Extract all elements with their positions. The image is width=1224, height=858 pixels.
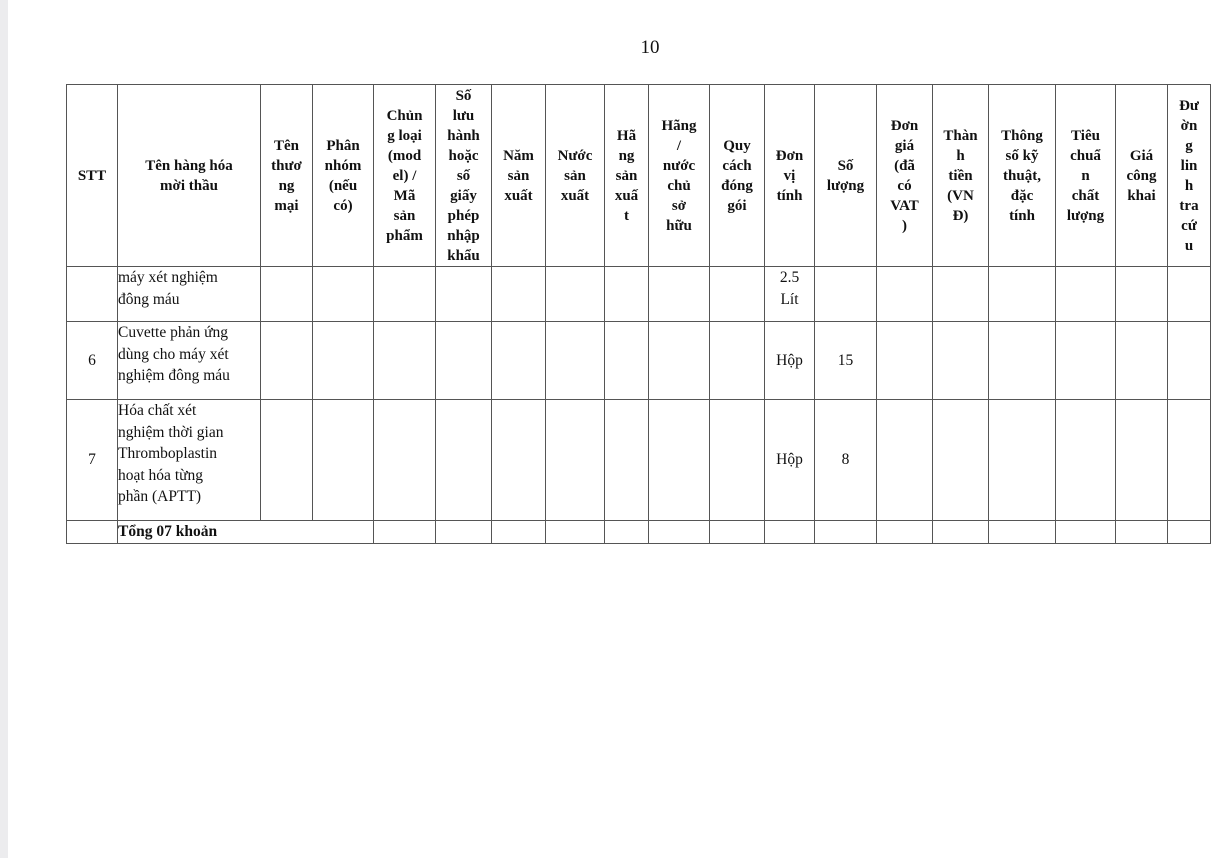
text-line: chủ bbox=[667, 177, 691, 194]
empty-cell bbox=[492, 521, 546, 544]
empty-cell bbox=[1116, 322, 1168, 400]
text-line: sản bbox=[615, 167, 638, 184]
empty-cell bbox=[374, 267, 436, 322]
empty-cell bbox=[933, 521, 989, 544]
total-row bbox=[67, 521, 1211, 544]
text-line: chuẩ bbox=[1070, 147, 1101, 164]
empty-cell bbox=[649, 322, 710, 400]
text-line: mại bbox=[274, 197, 299, 214]
unit-cell bbox=[765, 322, 815, 400]
text-line: Quy bbox=[723, 137, 751, 154]
quantity-cell bbox=[815, 267, 877, 322]
text-line: tính bbox=[776, 187, 803, 204]
text-line: Phân bbox=[326, 137, 360, 154]
empty-cell bbox=[649, 267, 710, 322]
text-line: Số bbox=[455, 87, 472, 104]
item-name-cell bbox=[118, 322, 261, 400]
header-cell bbox=[649, 85, 710, 267]
text-line: gói bbox=[727, 197, 747, 214]
text-line: phép bbox=[447, 207, 480, 224]
text-line: Hã bbox=[616, 127, 637, 144]
header-cell bbox=[765, 85, 815, 267]
empty-cell bbox=[933, 400, 989, 521]
text-line: Mã bbox=[393, 187, 416, 204]
text-line: nhóm bbox=[324, 157, 362, 174]
empty-cell bbox=[1056, 400, 1116, 521]
empty-cell bbox=[710, 267, 765, 322]
empty-cell bbox=[605, 521, 649, 544]
stt-cell bbox=[67, 267, 118, 322]
text-line: có) bbox=[333, 197, 353, 214]
header-cell bbox=[313, 85, 374, 267]
stt-cell: 6 bbox=[67, 322, 118, 400]
text-line: đặc bbox=[1010, 187, 1034, 204]
stt-cell: 7 bbox=[67, 400, 118, 521]
text-line: nghiệm đông máu bbox=[118, 367, 230, 384]
text-line: Đư bbox=[1179, 97, 1199, 114]
text-line: giấy bbox=[450, 187, 477, 204]
text-line: n bbox=[1081, 167, 1090, 184]
empty-cell bbox=[492, 267, 546, 322]
text-line: phẩm bbox=[386, 227, 423, 244]
header-cell bbox=[1116, 85, 1168, 267]
unit-cell bbox=[765, 400, 815, 521]
header-cell bbox=[1056, 85, 1116, 267]
text-line: ng bbox=[618, 147, 635, 164]
text-line: ờn bbox=[1180, 117, 1198, 134]
text-line: nước bbox=[662, 157, 696, 174]
text-line: Chủn bbox=[386, 107, 423, 124]
text-line: giá bbox=[894, 137, 915, 154]
table-row bbox=[67, 400, 1211, 521]
text-line: (nếu bbox=[328, 177, 358, 194]
text-line: hành bbox=[447, 127, 480, 144]
empty-cell bbox=[989, 267, 1056, 322]
empty-cell bbox=[1116, 267, 1168, 322]
text-line: Nước bbox=[557, 147, 593, 164]
empty-cell bbox=[374, 322, 436, 400]
header-cell bbox=[436, 85, 492, 267]
table-row bbox=[67, 267, 1211, 322]
text-line: Hãng bbox=[661, 117, 697, 134]
quantity-cell: 15 bbox=[815, 322, 877, 400]
text-line: (mod bbox=[387, 147, 422, 164]
text-line: sản bbox=[564, 167, 586, 184]
empty-cell bbox=[1056, 521, 1116, 544]
text-line: mời thầu bbox=[160, 177, 218, 194]
text-line: số bbox=[456, 167, 471, 184]
empty-cell bbox=[815, 521, 877, 544]
text-line: đông máu bbox=[118, 290, 180, 308]
text-line: vị bbox=[783, 167, 796, 184]
text-line: Thromboplastin bbox=[118, 445, 218, 462]
header-cell bbox=[605, 85, 649, 267]
empty-cell bbox=[436, 400, 492, 521]
text-line: 2.5 bbox=[779, 269, 800, 286]
text-line: g loại bbox=[387, 127, 422, 144]
text-line: Tên bbox=[273, 137, 299, 154]
header-cell bbox=[710, 85, 765, 267]
empty-cell bbox=[989, 521, 1056, 544]
empty-cell bbox=[436, 521, 492, 544]
empty-cell bbox=[313, 267, 374, 322]
empty-cell bbox=[261, 322, 313, 400]
text-line: g bbox=[1185, 137, 1193, 154]
empty-cell bbox=[989, 322, 1056, 400]
text-line: VAT bbox=[890, 197, 919, 214]
text-line: Đ) bbox=[952, 207, 969, 224]
text-line: lượng bbox=[826, 177, 865, 194]
text-line: t bbox=[624, 207, 629, 224]
text-line: Số bbox=[837, 157, 854, 174]
text-line: phần (APTT) bbox=[118, 488, 202, 505]
text-line: nghiệm thời gian bbox=[118, 423, 224, 441]
text-line: chất bbox=[1071, 187, 1100, 204]
quantity-cell: 8 bbox=[815, 400, 877, 521]
text-line: ) bbox=[902, 217, 907, 234]
item-name-cell bbox=[118, 267, 261, 322]
empty-cell bbox=[492, 322, 546, 400]
text-line: (đã bbox=[894, 157, 915, 174]
empty-cell bbox=[710, 322, 765, 400]
header-cell bbox=[933, 85, 989, 267]
text-line: tra bbox=[1179, 197, 1199, 214]
text-line: công bbox=[1126, 167, 1157, 184]
empty-cell bbox=[710, 521, 765, 544]
text-line: xuấ bbox=[614, 187, 639, 204]
text-line: Hộp bbox=[776, 351, 803, 369]
text-line: thươ bbox=[271, 157, 302, 174]
empty-cell bbox=[877, 322, 933, 400]
text-line: có bbox=[897, 177, 912, 194]
table-row bbox=[67, 322, 1211, 400]
empty-cell bbox=[877, 521, 933, 544]
empty-cell bbox=[1056, 267, 1116, 322]
text-line: h bbox=[1184, 177, 1194, 194]
text-line: Tên hàng hóa bbox=[145, 157, 233, 174]
empty-cell bbox=[933, 322, 989, 400]
text-line: tiền bbox=[948, 167, 973, 184]
empty-cell bbox=[1168, 322, 1211, 400]
empty-cell bbox=[989, 400, 1056, 521]
text-line: (VN bbox=[947, 187, 974, 204]
empty-cell bbox=[546, 322, 605, 400]
text-line: sản bbox=[507, 167, 530, 184]
page-number: 10 bbox=[640, 37, 660, 58]
text-line: cứ bbox=[1181, 217, 1197, 234]
text-line: hữu bbox=[666, 217, 692, 234]
empty-cell bbox=[261, 267, 313, 322]
text-line: sản bbox=[393, 207, 416, 224]
empty-cell bbox=[1168, 400, 1211, 521]
text-line: Đơn bbox=[890, 117, 919, 134]
text-line: Lít bbox=[780, 290, 799, 308]
text-line: lin bbox=[1180, 157, 1198, 174]
header-cell bbox=[374, 85, 436, 267]
empty-cell bbox=[67, 521, 118, 544]
text-line: cách bbox=[722, 157, 752, 174]
item-name-cell bbox=[118, 400, 261, 521]
empty-cell bbox=[605, 322, 649, 400]
empty-cell bbox=[605, 267, 649, 322]
empty-cell bbox=[1168, 267, 1211, 322]
total-label: Tổng 07 khoản bbox=[118, 521, 374, 544]
empty-cell bbox=[436, 322, 492, 400]
text-line: u bbox=[1184, 237, 1194, 254]
empty-cell bbox=[374, 400, 436, 521]
text-line: sở bbox=[671, 197, 687, 214]
empty-cell bbox=[710, 400, 765, 521]
empty-cell bbox=[649, 521, 710, 544]
empty-cell bbox=[313, 400, 374, 521]
text-line: xuất bbox=[504, 187, 533, 204]
text-line: Cuvette phản ứng bbox=[118, 324, 228, 341]
empty-cell bbox=[1116, 521, 1168, 544]
text-line: / bbox=[676, 137, 682, 154]
empty-cell bbox=[546, 400, 605, 521]
header-cell bbox=[261, 85, 313, 267]
text-line: khai bbox=[1127, 187, 1156, 204]
empty-cell bbox=[877, 267, 933, 322]
text-line: Tiêu bbox=[1071, 127, 1100, 144]
empty-cell bbox=[933, 267, 989, 322]
empty-cell bbox=[546, 521, 605, 544]
header-cell bbox=[989, 85, 1056, 267]
bid-items-table bbox=[66, 84, 1211, 544]
text-line: hoạt hóa từng bbox=[118, 466, 204, 484]
text-line: hoặc bbox=[448, 147, 479, 164]
empty-cell bbox=[605, 400, 649, 521]
text-line: đóng bbox=[721, 177, 753, 194]
header-cell bbox=[1168, 85, 1211, 267]
text-line: tính bbox=[1009, 207, 1035, 224]
text-line: lưu bbox=[452, 107, 475, 124]
empty-cell bbox=[877, 400, 933, 521]
text-line: STT bbox=[77, 167, 107, 184]
text-line: thuật, bbox=[1003, 167, 1041, 184]
empty-cell bbox=[546, 267, 605, 322]
text-line: ng bbox=[278, 177, 295, 194]
text-line: Giá bbox=[1129, 147, 1154, 164]
text-line: máy xét nghiệm bbox=[118, 269, 218, 286]
text-line: Thàn bbox=[943, 127, 978, 144]
empty-cell bbox=[649, 400, 710, 521]
text-line: xuất bbox=[560, 187, 590, 204]
unit-cell bbox=[765, 267, 815, 322]
empty-cell bbox=[374, 521, 436, 544]
empty-cell bbox=[1116, 400, 1168, 521]
text-line: khẩu bbox=[447, 247, 480, 264]
text-line: Thông bbox=[1001, 127, 1043, 144]
text-line: Đơn bbox=[775, 147, 804, 164]
header-cell bbox=[877, 85, 933, 267]
empty-cell bbox=[261, 400, 313, 521]
empty-cell bbox=[492, 400, 546, 521]
header-cell bbox=[118, 85, 261, 267]
empty-cell bbox=[1168, 521, 1211, 544]
header-row bbox=[67, 85, 1211, 267]
text-line: Hóa chất xét bbox=[118, 402, 197, 419]
header-cell bbox=[67, 85, 118, 267]
header-cell bbox=[492, 85, 546, 267]
text-line: Năm bbox=[503, 147, 534, 164]
header-cell bbox=[546, 85, 605, 267]
text-line: nhập bbox=[447, 227, 480, 244]
text-line: lượng bbox=[1066, 207, 1105, 224]
empty-cell bbox=[765, 521, 815, 544]
empty-cell bbox=[436, 267, 492, 322]
empty-cell bbox=[313, 322, 374, 400]
text-line: h bbox=[956, 147, 965, 164]
text-line: số kỹ bbox=[1005, 147, 1039, 164]
empty-cell bbox=[1056, 322, 1116, 400]
header-cell bbox=[815, 85, 877, 267]
text-line: el) / bbox=[392, 167, 417, 184]
text-line: dùng cho máy xét bbox=[118, 345, 229, 363]
text-line: Hộp bbox=[776, 451, 803, 469]
page-left-margin bbox=[0, 0, 8, 858]
